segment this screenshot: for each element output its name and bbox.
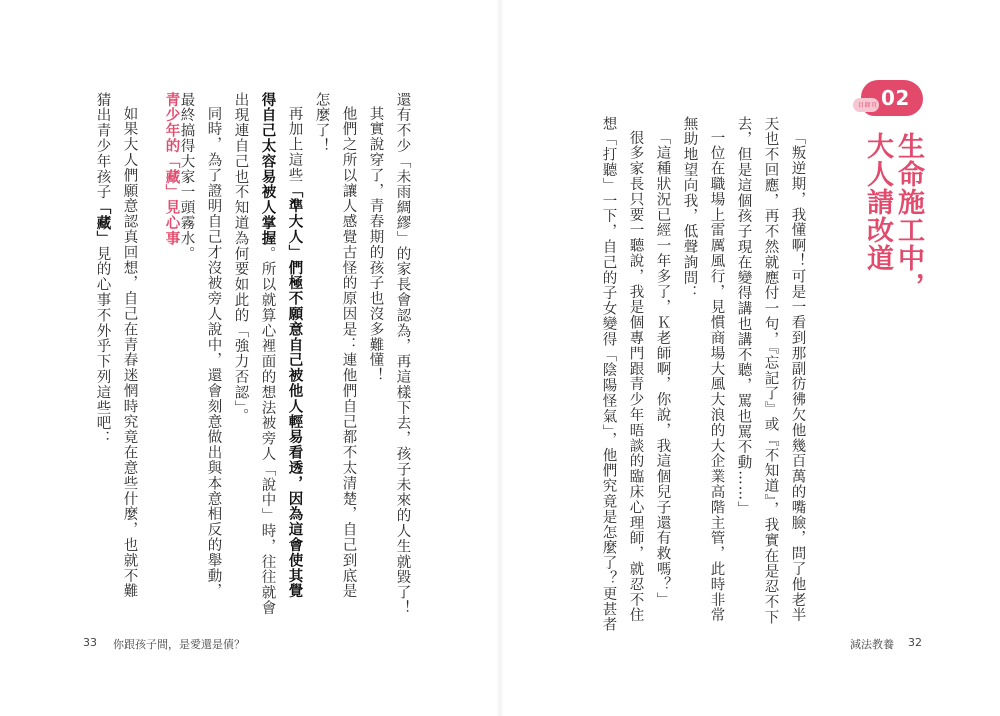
left-body-column-11 <box>95 92 110 446</box>
left-running-title: 你跟孩子間，是愛還是債？ <box>113 638 245 651</box>
left-body-column-6 <box>260 92 275 616</box>
right-body-column-2: 天也不回應，再不然就應付一句，『忘記了』或『不知道』，我實在是忍不下 <box>762 116 779 626</box>
right-body-column-1: 「叛逆期，我懂啊！可是一看到那副彷彿欠他幾百萬的嘴臉，問了他老半 <box>789 130 806 623</box>
right-body-column-5: 無助地望向我，低聲詢問： <box>681 116 698 301</box>
left-body-column-4: 怎麼了！ <box>313 92 330 154</box>
right-page-number: 32 <box>908 636 922 649</box>
left-col6-emphasis: 得自己太容易被人掌握 <box>259 92 277 246</box>
right-body-column-8: 想「打聽」一下，自己的子女變得「陰陽怪氣」，他們究竟是怎麼了？更甚者 <box>600 116 617 633</box>
right-body-column-4: 一位在職場上雷厲風行，見慣商場大風大浪的大企業高階主管，此時非常 <box>708 130 725 623</box>
left-body-column-10: 如果大人們願意認真回想，自己在青春迷惘時究竟在意些什麼，也就不難 <box>121 106 138 599</box>
left-page-number: 33 <box>83 636 97 649</box>
left-col6-text: 。所以就算心裡面的想法被旁人「說中」時，往往就會 <box>259 246 276 616</box>
chapter-title-line-1: 生命施工中， <box>893 132 925 300</box>
chapter-title-line-2: 大人請改道 <box>862 132 894 272</box>
left-body-column-3: 他們之所以讓人感覺古怪的原因是：連他們自己都不太清楚，自己到底是 <box>340 106 357 599</box>
chapter-badge <box>853 80 923 118</box>
right-body-column-7: 很多家長只要一聽說，我是個專門跟青少年晤談的臨床心理師，就忍不住 <box>627 130 644 623</box>
right-body-column-6: 「這種狀況已經一年多了，Ｋ老師啊，你說，我這個兒子還有救嗎？」 <box>654 130 671 608</box>
left-body-column-7: 出現連自己也不知道為何要如此的「強力否認」。 <box>232 92 249 424</box>
left-col5-text: 再加上這些 <box>286 106 303 183</box>
left-body-column-5 <box>287 106 302 599</box>
section-heading: 青少年的「藏」見心事 <box>163 92 180 246</box>
right-body-column-3: 去，但是這個孩子現在變得講也講不聽，罵也罵不動……」 <box>735 116 752 517</box>
book-gutter <box>496 0 504 716</box>
badge-small-text: 目錄頁 <box>858 102 878 109</box>
left-col11-text: 猜出青少年孩子 <box>94 92 111 200</box>
left-body-column-9: 最終搞得大家一頭霧水。 <box>178 92 195 262</box>
left-body-column-8: 同時，為了證明自己才沒被旁人說中，還會刻意做出與本意相反的舉動， <box>205 106 222 599</box>
right-running-title: 減法教養 <box>850 638 894 651</box>
left-col5-emphasis: 「準大人」們極不願意自己被他人輕易看透，因為這會使其覺 <box>286 183 304 599</box>
chapter-number: 02 <box>881 86 910 110</box>
left-body-column-2: 其實說穿了，青春期的孩子也沒多難懂！ <box>367 106 384 384</box>
left-body-column-1: 還有不少「未雨綢繆」的家長會認為，再這樣下去，孩子未來的人生就毀了！ <box>394 92 411 616</box>
left-col11-emphasis: 「藏」 <box>94 199 112 247</box>
badge-small-bubble <box>853 98 879 112</box>
left-col11-text-2: 見的心事不外乎下列這些吧： <box>94 246 111 447</box>
